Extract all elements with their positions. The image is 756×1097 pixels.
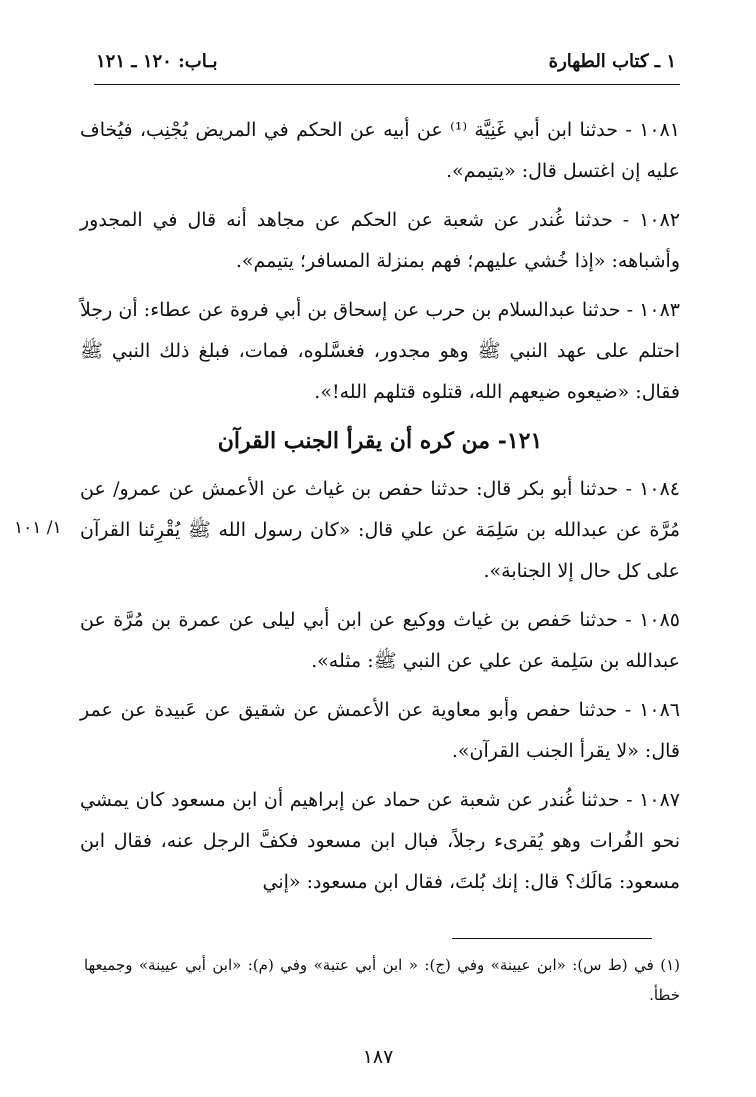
hadith-1084: ١٠٨٤ - حدثنا أبو بكر قال: حدثنا حفص بن غياث عن الأعمش عن عمرو/ عن مُرَّة عن عبدالله بن سَلِمَة عن علي قال: «كان رسول الله ﷺ يُقْرِئنا القرآن على كل حال إلا الجنابة». bbox=[80, 478, 680, 582]
chapter-range: بـاب: ١٢٠ ـ ١٢١ bbox=[96, 50, 218, 72]
running-header bbox=[96, 46, 676, 76]
hadith-1081: ١٠٨١ - حدثنا ابن أبي غَنِيَّة ⁽¹⁾ عن أبيه عن الحكم في المريض يُجْنِب، فيُخاف عليه إن اغتسل قال: «يتيمم». bbox=[80, 119, 680, 182]
margin-reference: ١/ ١٠١ bbox=[14, 518, 62, 538]
book-title: ١ ـ كتاب الطهارة bbox=[548, 50, 676, 72]
section-title: ١٢١- من كره أن يقرأ الجنب القرآن bbox=[217, 428, 543, 454]
footnote: (١) في (ط س): «ابن عيينة» وفي (ج): « ابن أبي عتبة» وفي (م): «ابن أبي عيينة» وجميعها خطأ. bbox=[84, 956, 680, 1004]
hadith-1086: ١٠٨٦ - حدثنا حفص وأبو معاوية عن الأعمش عن شقيق عن عَبيدة عن عمر قال: «لا يقرأ الجنب القرآن». bbox=[80, 699, 680, 762]
hadith-1085: ١٠٨٥ - حدثنا حَفص بن غياث ووكيع عن ابن أبي ليلى عن عمرة بن مُرَّة عن عبدالله بن سَلِمة عن علي عن النبي ﷺ: مثله». bbox=[80, 609, 680, 672]
hadith-1082: ١٠٨٢ - حدثنا غُندر عن شعبة عن الحكم عن مجاهد أنه قال في المجدور وأشباهه: «إذا خُشي عليهم؛ فهم بمنزلة المسافر؛ يتيمم». bbox=[80, 209, 680, 272]
header-divider bbox=[94, 84, 680, 85]
hadith-1087: ١٠٨٧ - حدثنا غُندر عن شعبة عن حماد عن إبراهيم أن ابن مسعود كان يمشي نحو الفُرات وهو يُقرىء رجلاً، فبال ابن مسعود فكفَّ الرجل عنه، فقال ابن مسعود: مَالَك؟ قال: إنك بُلتَ، فقال ابن مسعود: «إني bbox=[80, 789, 680, 893]
main-text bbox=[80, 110, 680, 911]
footnote-divider bbox=[452, 938, 652, 939]
hadith-1083: ١٠٨٣ - حدثنا عبدالسلام بن حرب عن إسحاق بن أبي فروة عن عطاء: أن رجلاً احتلم على عهد النبي ﷺ وهو مجدور، فغسَّلوه، فمات، فبلغ ذلك النبي ﷺ فقال: «ضيعوه ضيعهم الله، قتلوه قتلهم الله!». bbox=[80, 299, 680, 403]
page-number: ١٨٧ bbox=[362, 1046, 394, 1068]
